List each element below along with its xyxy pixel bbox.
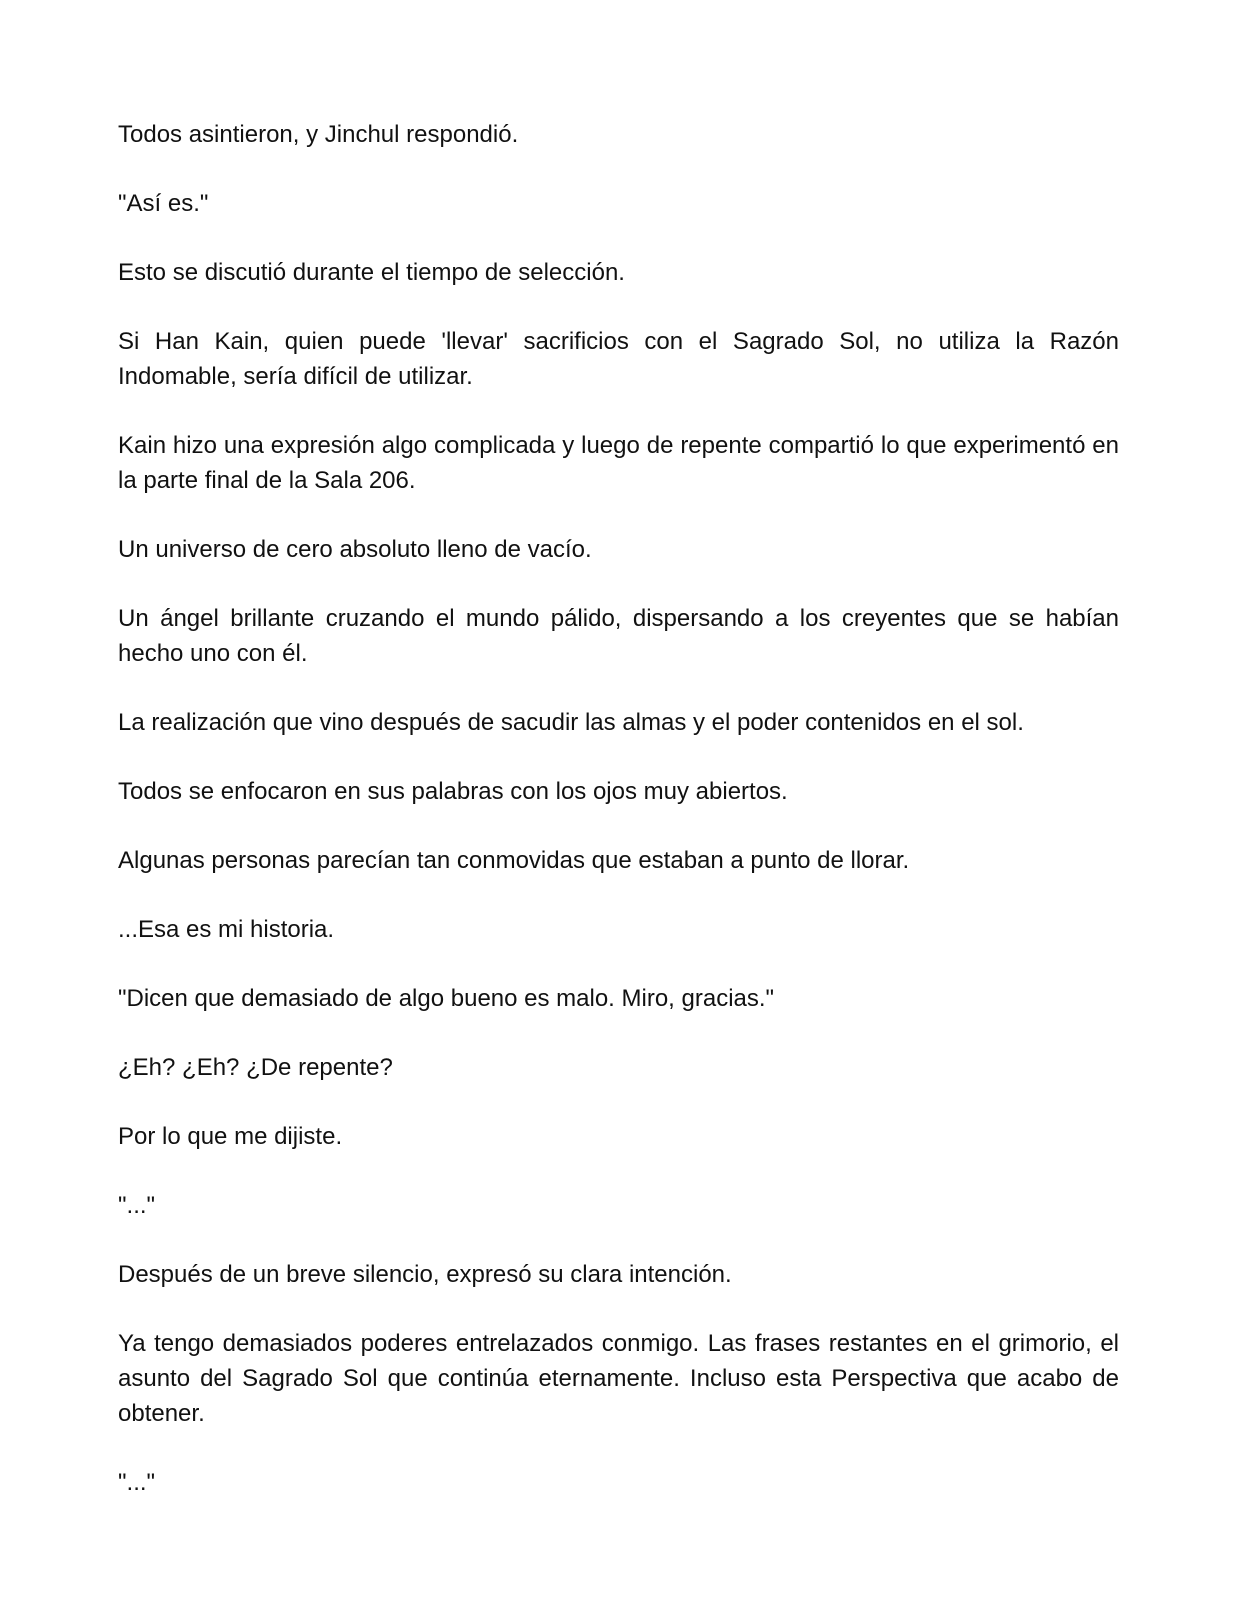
paragraph: "Dicen que demasiado de algo bueno es malo. Miro, gracias."	[118, 985, 775, 1012]
paragraph: Por lo que me dijiste.	[118, 1123, 343, 1150]
paragraph: Ya tengo demasiados poderes entrelazados conmigo. Las frases restantes en el grimorio, el asunto del Sagrado Sol que continúa eternamente. Incluso esta Perspectiva que acabo de obtener.	[118, 1330, 1119, 1427]
paragraph: "..."	[118, 1469, 156, 1496]
paragraph: Todos se enfocaron en sus palabras con los ojos muy abiertos.	[118, 778, 788, 805]
paragraph: Un universo de cero absoluto lleno de vacío.	[118, 536, 592, 563]
paragraph: "..."	[118, 1192, 156, 1219]
paragraph: ¿Eh? ¿Eh? ¿De repente?	[118, 1054, 393, 1081]
paragraph: Después de un breve silencio, expresó su clara intención.	[118, 1261, 732, 1288]
paragraph: La realización que vino después de sacudir las almas y el poder contenidos en el sol.	[118, 709, 1024, 736]
document-body	[118, 117, 1119, 1534]
paragraph: Esto se discutió durante el tiempo de selección.	[118, 259, 625, 286]
paragraph: Si Han Kain, quien puede 'llevar' sacrificios con el Sagrado Sol, no utiliza la Razón Indomable, sería difícil de utilizar.	[118, 328, 1119, 390]
paragraph: ...Esa es mi historia.	[118, 916, 335, 943]
paragraph: "Así es."	[118, 190, 209, 217]
paragraph: Algunas personas parecían tan conmovidas que estaban a punto de llorar.	[118, 847, 910, 874]
paragraph: Kain hizo una expresión algo complicada y luego de repente compartió lo que experimentó en la parte final de la Sala 206.	[118, 432, 1119, 494]
paragraph: Un ángel brillante cruzando el mundo pálido, dispersando a los creyentes que se habían hecho uno con él.	[118, 605, 1119, 667]
paragraph: Todos asintieron, y Jinchul respondió.	[118, 121, 519, 148]
